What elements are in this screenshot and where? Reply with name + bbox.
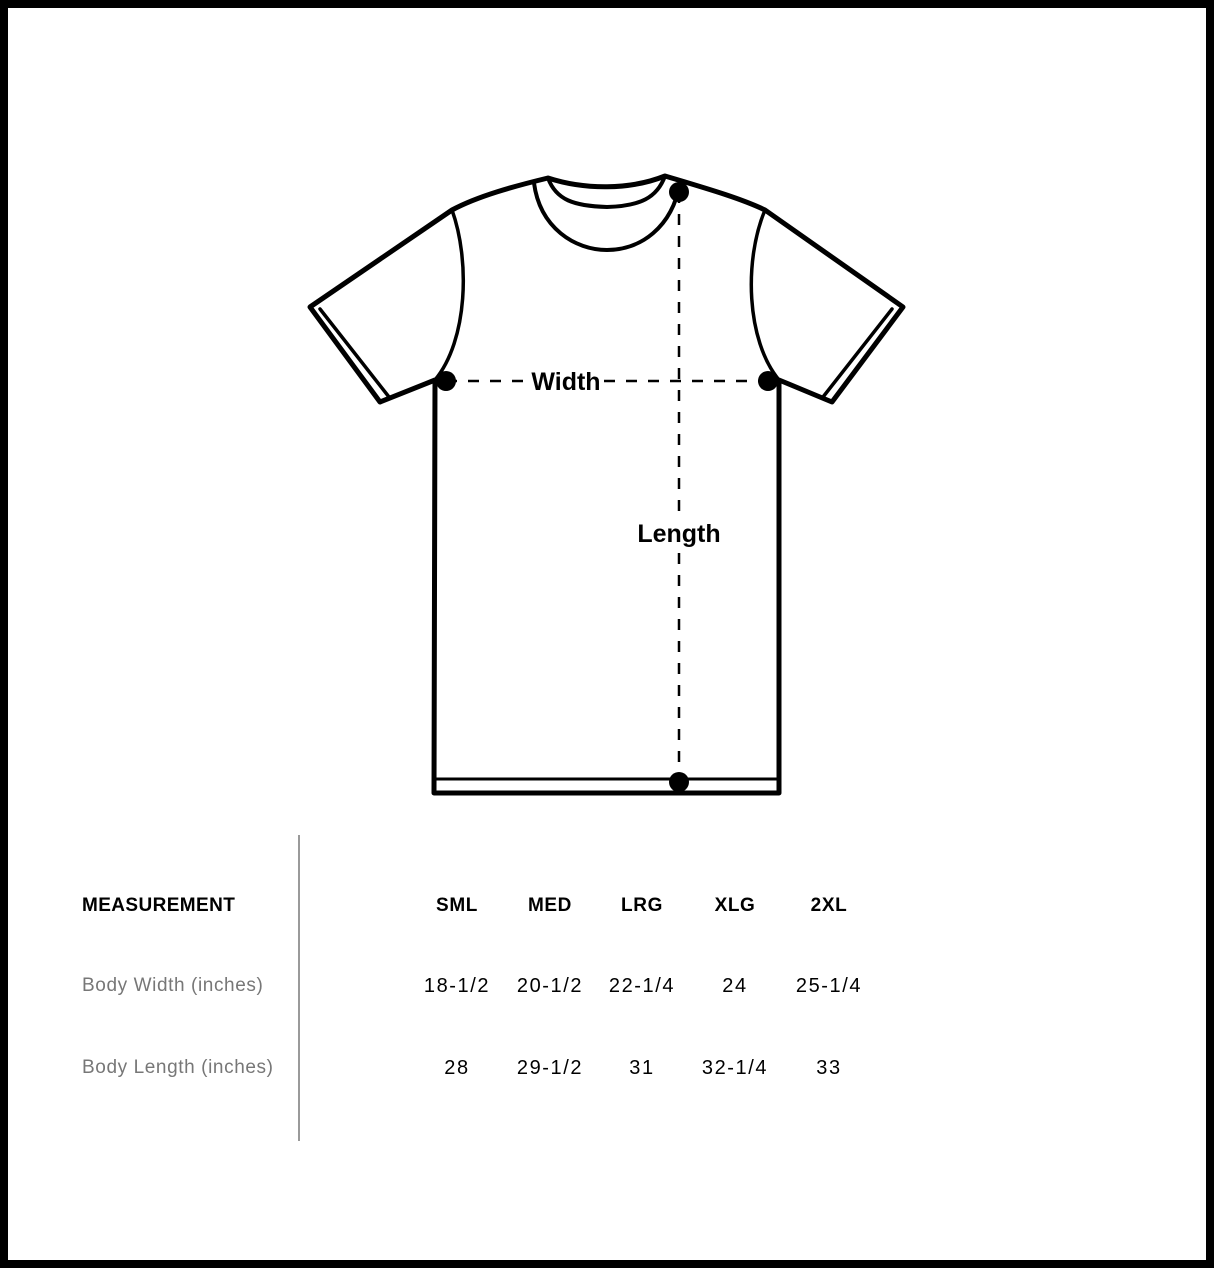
body-width-2xl: 25-1/4 bbox=[795, 975, 863, 997]
body-length-lrg: 31 bbox=[629, 1057, 655, 1079]
measurement-guides bbox=[446, 192, 768, 782]
body-width-lrg: 22-1/4 bbox=[608, 975, 676, 997]
body-width-xlg: 24 bbox=[722, 975, 748, 997]
size-header-lrg: LRG bbox=[621, 895, 663, 916]
size-header-sml: SML bbox=[436, 895, 478, 916]
measurement-header: MEASUREMENT bbox=[82, 895, 236, 916]
width-point-left bbox=[436, 371, 456, 391]
body-length-xlg: 32-1/4 bbox=[701, 1057, 769, 1079]
size-header-xlg: XLG bbox=[714, 895, 756, 916]
length-point-top bbox=[669, 182, 689, 202]
tshirt-outline bbox=[310, 176, 903, 793]
row-label-body-length: Body Length (inches) bbox=[82, 1057, 274, 1078]
table-divider bbox=[298, 835, 300, 1141]
body-width-sml: 18-1/2 bbox=[423, 975, 491, 997]
body-length-2xl: 33 bbox=[816, 1057, 842, 1079]
size-header-2xl: 2XL bbox=[810, 895, 848, 916]
size-header-med: MED bbox=[527, 895, 573, 916]
right-sleeve-cuff bbox=[823, 309, 892, 397]
tshirt-body bbox=[310, 176, 903, 793]
left-armhole-seam bbox=[435, 210, 463, 380]
width-label: Width bbox=[531, 368, 601, 396]
right-armhole-seam bbox=[751, 210, 779, 380]
body-width-med: 20-1/2 bbox=[516, 975, 584, 997]
body-length-med: 29-1/2 bbox=[516, 1057, 584, 1079]
body-length-sml: 28 bbox=[444, 1057, 470, 1079]
measurement-points bbox=[436, 182, 778, 792]
left-sleeve-cuff bbox=[320, 309, 389, 397]
length-label: Length bbox=[637, 520, 721, 548]
width-point-right bbox=[758, 371, 778, 391]
length-point-bottom bbox=[669, 772, 689, 792]
row-label-body-width: Body Width (inches) bbox=[82, 975, 264, 996]
